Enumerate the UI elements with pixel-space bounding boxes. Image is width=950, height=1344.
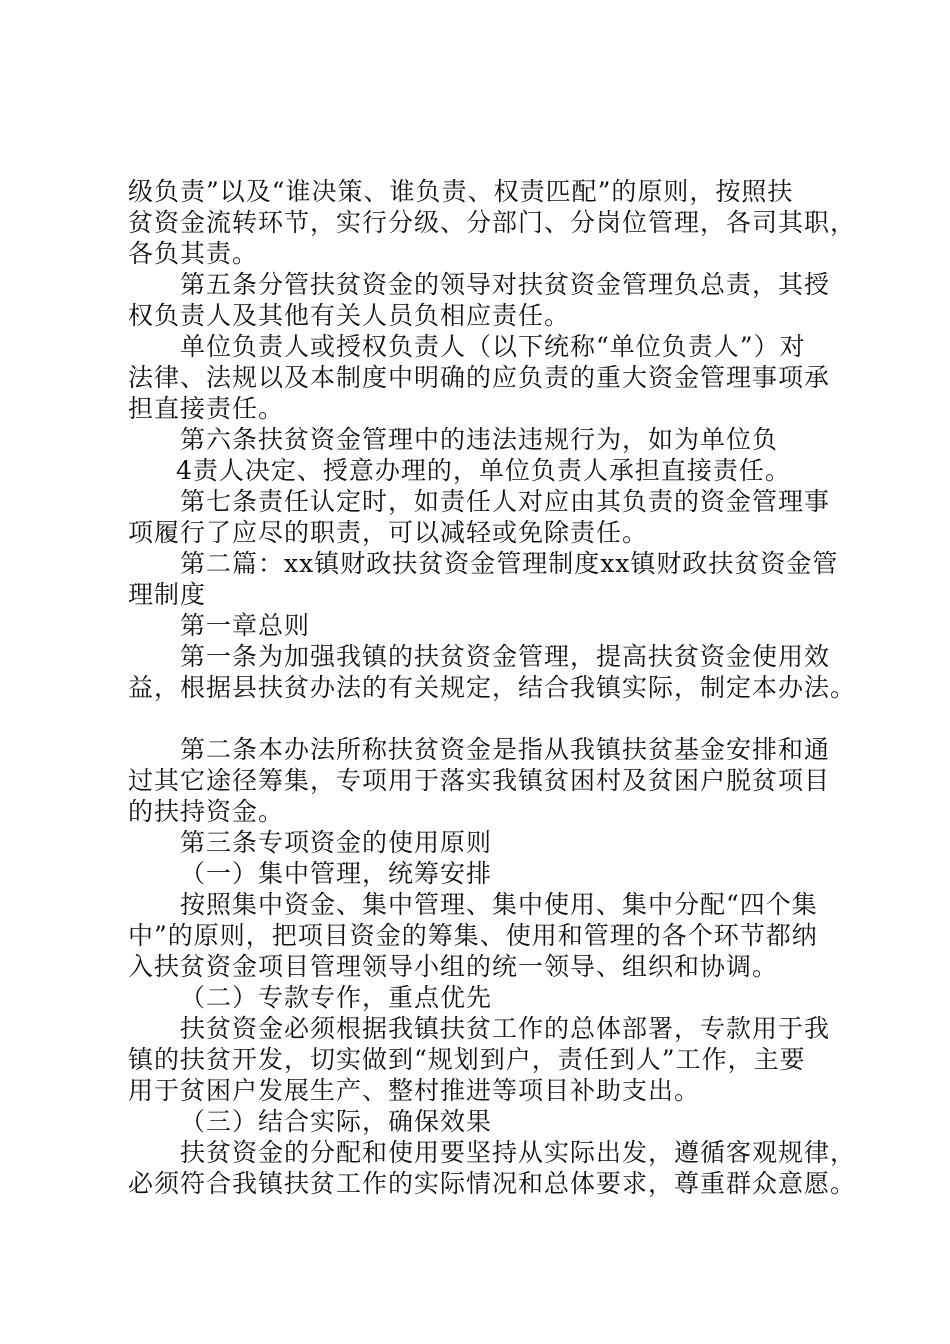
text-line: 必须符合我镇扶贫工作的实际情况和总体要求，尊重群众意愿。 [128,1169,857,1198]
text-line: 理制度 [128,580,207,609]
text-line: 法律、法规以及本制度中明确的应负责的重大资金管理事项承 [128,363,831,392]
text-line: 扶贫资金的分配和使用要坚持从实际出发，遵循客观规律， [180,1138,857,1167]
text-line: 贫资金流转环节，实行分级、分部门、分岗位管理，各司其职， [128,208,857,237]
text-line: 第七条责任认定时，如责任人对应由其负责的资金管理事 [180,487,831,516]
text-line: 第一条为加强我镇的扶贫资金管理，提高扶贫资金使用效 [180,642,831,671]
text-line: 过其它途径筹集，专项用于落实我镇贫困村及贫困户脱贫项目 [128,766,831,795]
text-line: 的扶持资金。 [128,797,285,826]
text-line: 项履行了应尽的职责，可以减轻或免除责任。 [128,518,649,547]
text-line: 用于贫困户发展生产、整村推进等项目补助支出。 [128,1076,701,1105]
text-line: （二）专款专作，重点优先 [180,983,493,1012]
text-line: 中”的原则，把项目资金的筹集、使用和管理的各个环节都纳 [128,921,818,950]
text-line: 单位负责人或授权负责人（以下统称“单位负责人”）对 [180,332,806,361]
text-line: 第二条本办法所称扶贫资金是指从我镇扶贫基金安排和通 [180,735,831,764]
section-heading: 第一章总则 [180,611,311,640]
text-line: 级负责”以及“谁决策、谁负责、权责匹配”的原则，按照扶 [128,177,794,206]
text-line: 各负其责。 [128,239,259,268]
text-line: 按照集中资金、集中管理、集中使用、集中分配“四个集 [180,890,818,919]
text-line: 第三条专项资金的使用原则 [180,828,493,857]
text-line: 益，根据县扶贫办法的有关规定，结合我镇实际，制定本办法。 [128,673,857,702]
text-line: 4责人决定、授意办理的，单位负责人承担直接责任。 [176,456,791,485]
text-line: 担直接责任。 [128,394,285,423]
text-line: 第六条扶贫资金管理中的违法违规行为，如为单位负 [180,425,779,454]
text-line: 镇的扶贫开发，切实做到“规划到户，责任到人”工作，主要 [128,1045,806,1074]
text-line: 入扶贫资金项目管理领导小组的统一领导、组织和协调。 [128,952,779,981]
text-line: （一）集中管理，统筹安排 [180,859,493,888]
text-line: 权负责人及其他有关人员负相应责任。 [128,301,571,330]
text-line: （三）结合实际，确保效果 [180,1107,493,1136]
text-line: 扶贫资金必须根据我镇扶贫工作的总体部署，专款用于我 [180,1014,831,1043]
text-line: 第五条分管扶贫资金的领导对扶贫资金管理负总责，其授 [180,270,831,299]
text-line: 第二篇：xx镇财政扶贫资金管理制度xx镇财政扶贫资金管 [180,549,839,578]
